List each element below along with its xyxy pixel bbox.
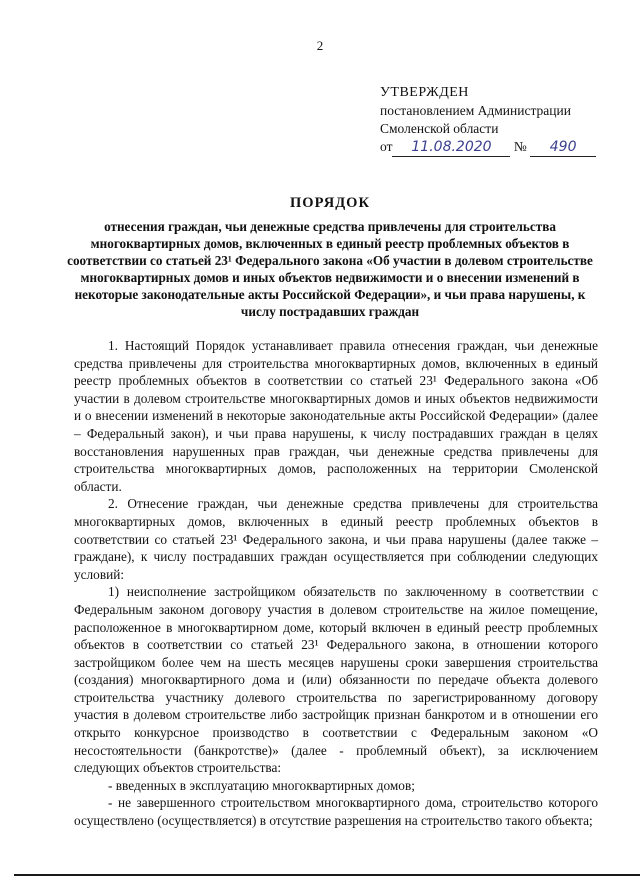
approval-date: 11.08.2020 bbox=[392, 138, 510, 157]
paragraph-4: - введенных в эксплуатацию многоквартирных домов; bbox=[108, 777, 415, 793]
approval-line-1: постановлением Администрации bbox=[380, 103, 571, 118]
date-prefix: от bbox=[380, 139, 393, 154]
paragraph-5: - не завершенного строительством многоквартирного дома, строительство которого осуществлено (осуществляется) в отсутствие разрешения на строительство такого объекта; bbox=[74, 795, 598, 829]
approval-line-2: Смоленской области bbox=[380, 121, 499, 136]
paragraph-2: 2. Отнесение граждан, чьи денежные средства привлечены для строительства многоквартирных домов, включенных в единый реестр проблемных объектов в соответствии со статьей 23¹ Федерального закона, и чьи права нарушены (далее также – граждане), к числу пострадавших граждан осуществляется при соблюдении следующих условий: bbox=[74, 496, 598, 582]
document-title: ПОРЯДОК bbox=[290, 195, 370, 211]
document-body bbox=[74, 337, 598, 830]
page-bottom-rule bbox=[14, 874, 640, 876]
paragraph-1: 1. Настоящий Порядок устанавливает правила отнесения граждан, чьи денежные средства привлечены для строительства многоквартирных домов, включенных в единый реестр проблемных объектов в соответствии со статьей 23¹ Федерального закона «Об участии в долевом строительстве многоквартирных домов и иных объектов недвижимости и о внесении изменений в некоторые законодательные акты Российской Федерации» (далее – Федеральный закон), и чьи права нарушены, к числу пострадавших граждан в целях восстановления нарушенных прав граждан, чьи денежные средства привлечены для строительства многоквартирных домов, расположенных на территории Смоленской области. bbox=[74, 338, 598, 494]
approved-label: УТВЕРЖДЕН bbox=[380, 85, 469, 100]
approval-stamp bbox=[380, 84, 620, 157]
number-prefix: № bbox=[513, 139, 527, 154]
document-title-block bbox=[60, 195, 600, 320]
approval-number: 490 bbox=[530, 138, 596, 157]
paragraph-3: 1) неисполнение застройщиком обязательств по заключенному в соответствии с Федеральным законом договору участия в долевом строительстве на жилое помещение, расположенное в многоквартирном доме, который включен в единый реестр проблемных объектов в соответствии со статьей 23¹ Федерального закона, в отношении которого застройщиком более чем на шесть месяцев нарушены сроки завершения строительства (создания) многоквартирного дома и (или) обязанности по передаче объекта долевого строительства участнику долевого строительства по зарегистрированному договору участия в долевом строительстве либо застройщик признан банкротом и в отношении его открыто конкурсное производство в соответствии с Федеральным законом «О несостоятельности (банкротстве)» (далее - проблемный объект), за исключением следующих объектов строительства: bbox=[74, 584, 598, 776]
approval-date-line bbox=[380, 138, 620, 157]
page-number: 2 bbox=[316, 38, 324, 53]
document-subtitle: отнесения граждан, чьи денежные средства привлечены для строительства многоквартирных домов, включенных в единый реестр проблемных объектов в соответствии со статьей 23¹ Федерального закона «Об участии в долевом строительстве многоквартирных домов и иных объектов недвижимости и о внесении изменений в некоторые законодательные акты Российской Федерации», и чьи права нарушены, к числу пострадавших граждан bbox=[67, 219, 593, 319]
